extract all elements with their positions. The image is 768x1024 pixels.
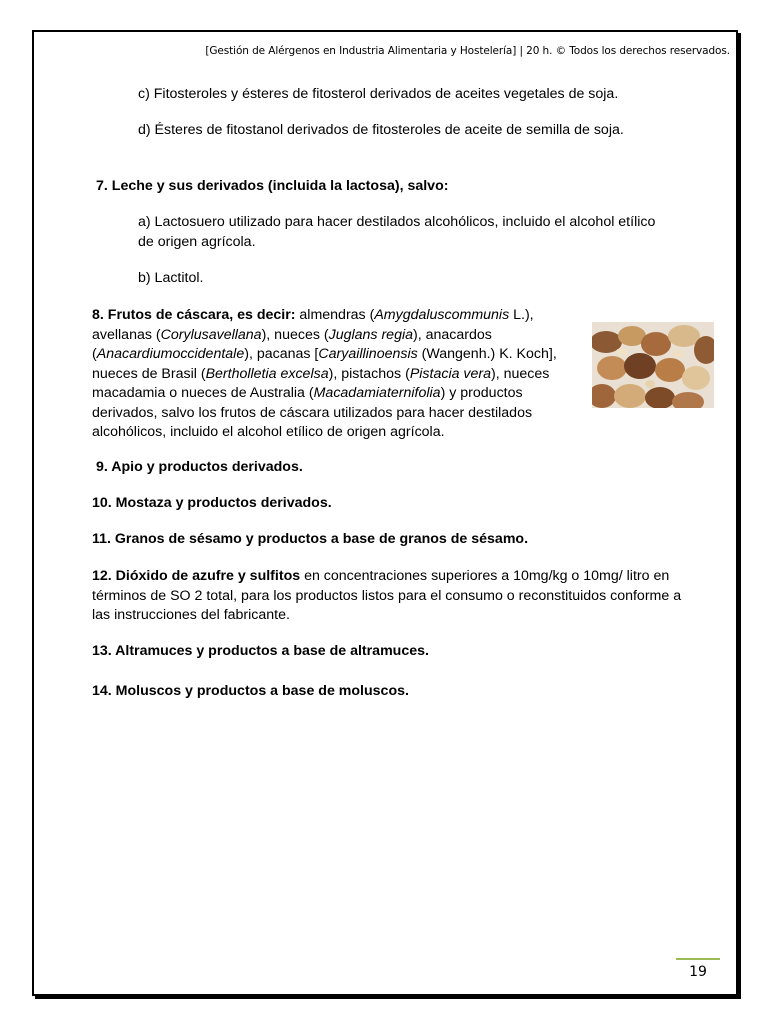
page-frame	[32, 30, 738, 996]
item-7-b: b) Lactitol.	[138, 270, 204, 286]
item-11: 11. Granos de sésamo y productos a base de granos de sésamo.	[92, 531, 529, 547]
nuts-image	[592, 322, 714, 408]
page-number-rule	[676, 958, 720, 960]
page-header: [Gestión de Alérgenos en Industria Alimentaria y Hostelería] | 20 h. © Todos los derechos reservados.	[205, 45, 730, 57]
item-7-heading: 7. Leche y sus derivados (incluida la lactosa), salvo:	[96, 178, 449, 194]
item-d: d) Ésteres de fitostanol derivados de fitosteroles de aceite de semilla de soja.	[138, 122, 624, 138]
item-10: 10. Mostaza y productos derivados.	[92, 495, 332, 511]
item-14: 14. Moluscos y productos a base de moluscos.	[92, 683, 409, 699]
item-9: 9. Apio y productos derivados.	[96, 459, 303, 475]
item-8-tail: ) y productos derivados, salvo los frutos de cáscara utilizados para hacer destilados alcohólicos, incluido el alcohol etílico de origen agrícola.	[92, 385, 533, 440]
item-12: 12. Dióxido de azufre y sulfitos en concentraciones superiores a 10mg/kg o 10mg/ litro en términos de SO 2 total, para los productos listos para el consumo o reconstituidos conforme a las instrucciones del fabricante.	[92, 568, 682, 623]
item-8-line: 8. Frutos de cáscara, es decir: almendras (Amygdaluscommunis L.), avellanas (Corylusavellana), nueces (Juglans regia), anacardos (Anacardiumoccidentale), pacanas [Caryaillinoensis (Wangenh.) K. Koch], nueces de Brasil (Bertholletia excelsa), pistachos (Pistacia vera), nueces macadamia o nueces de Australia (Macadamiaternifolia) y productos derivados, salvo los frutos de cáscara utilizados para hacer destilados alcohólicos, incluido el alcohol etílico de origen agrícola.	[92, 307, 557, 440]
item-13: 13. Altramuces y productos a base de altramuces.	[92, 643, 429, 659]
page-number: 19	[689, 964, 707, 980]
item-7-a: a) Lactosuero utilizado para hacer destilados alcohólicos, incluido el alcohol etílico de origen agrícola.	[138, 214, 656, 250]
item-c: c) Fitosteroles y ésteres de fitosterol derivados de aceites vegetales de soja.	[138, 86, 619, 102]
